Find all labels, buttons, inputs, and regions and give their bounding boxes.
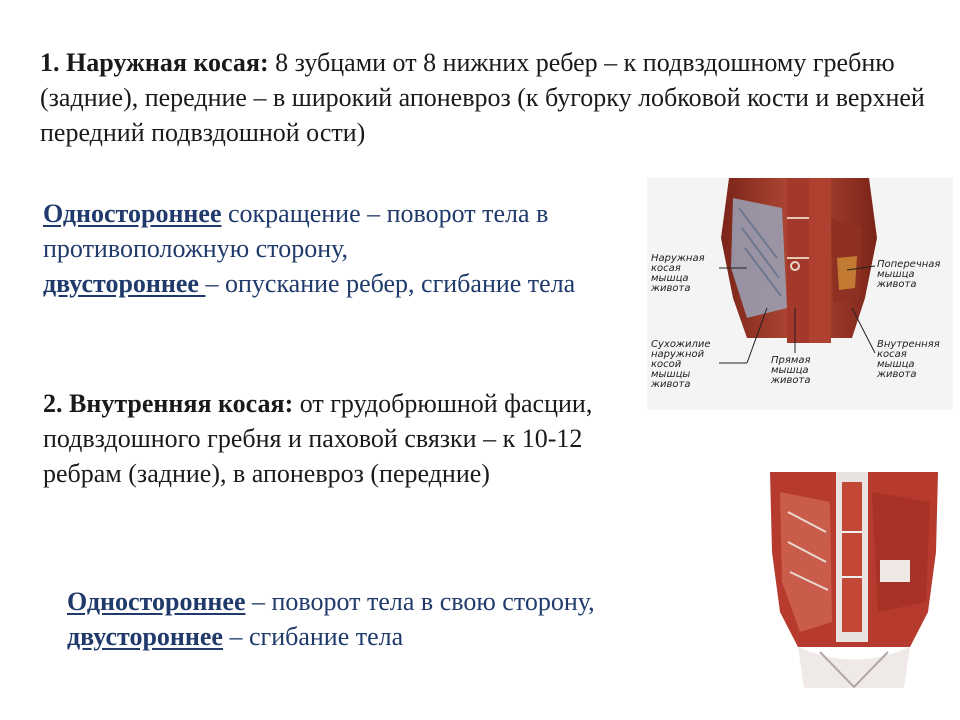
label-internal-oblique: Внутренняя косая мышца живота (877, 339, 940, 380)
text-external-oblique: 8 зубцами от 8 нижних ребер – к подвздошному гребню (задние), передние – в широкий апоневроз (к бугорку лобковой кости и верхней передний подвздошной ости) (40, 48, 925, 147)
term-unilateral-2: Одностороннее (67, 587, 246, 616)
paragraph-external-oblique (40, 45, 955, 150)
label-transverse: Поперечная мышца живота (877, 259, 941, 290)
term-bilateral: двустороннее (43, 269, 206, 298)
term-unilateral: Одностороннее (43, 199, 222, 228)
text-unilateral: сокращение – поворот тела в противоположную сторону, (43, 199, 549, 263)
text-bilateral-2: – сгибание тела (222, 622, 404, 651)
paragraph-internal-oblique (43, 386, 623, 491)
internal-oblique-figure (760, 472, 948, 688)
text-internal-oblique: от грудобрюшной фасции, подвздошного гребня и паховой связки – к 10-12 ребрам (задние), в апоневроз (передние) (43, 389, 593, 488)
term-bilateral-2: двустороннее (67, 622, 223, 651)
label-external-oblique: Наружная косая мышца живота (651, 253, 705, 294)
text-unilateral-2: – поворот тела в свою сторону, (245, 587, 595, 616)
label-tendon: Сухожилие наружной косой мышцы живота (651, 339, 711, 390)
abdominal-muscles-figure (647, 178, 953, 410)
internal-oblique-illustration (760, 472, 948, 688)
text-bilateral: – опускание ребер, сгибание тела (205, 269, 576, 298)
heading-internal-oblique: 2. Внутренняя косая: (43, 389, 294, 418)
paragraph-internal-function (67, 584, 627, 654)
paragraph-external-function (43, 196, 623, 301)
label-rectus: Прямая мышца живота (771, 355, 811, 386)
heading-external-oblique: 1. Наружная косая: (40, 48, 269, 77)
